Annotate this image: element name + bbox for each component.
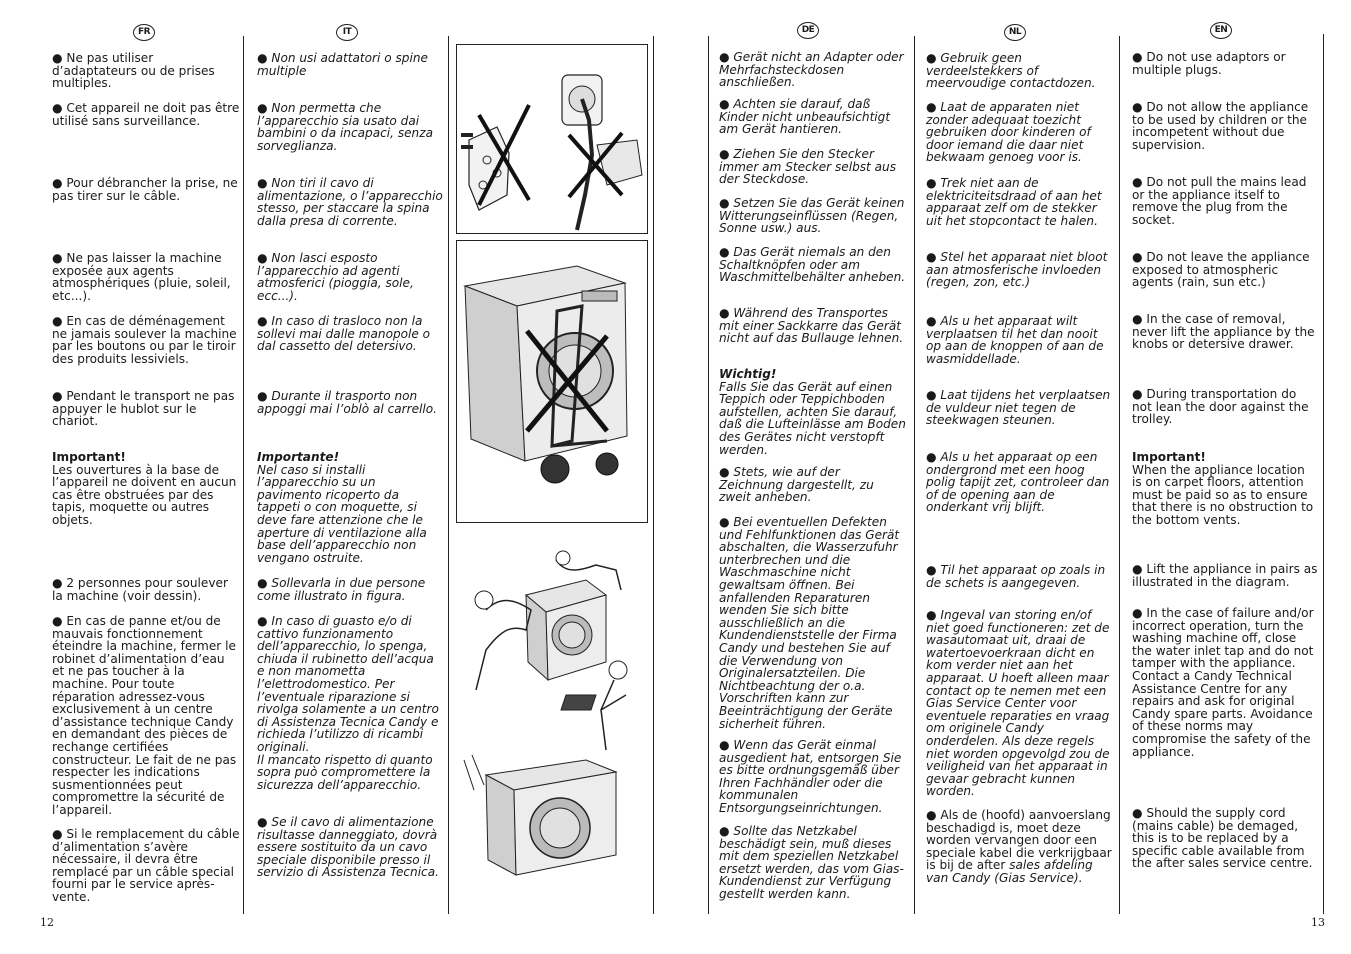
lang-badge-en: EN: [1210, 22, 1232, 39]
text-block: [257, 615, 443, 791]
lifting-illustration: [456, 550, 646, 880]
text-block: ● Laat de apparaten niet zonder adequaat toezicht gebruiken door kinderen of door iemand die daar niet bekwaam genoeg voor is.: [926, 100, 1091, 165]
important-text: Nel caso si installi l’apparecchio su un pavimento ricoperto da tappeti o con moquette, si deve fare attenzione che le aperture di ventilazione alla base dell’apparecchio non vengano ostruite.: [257, 462, 427, 565]
column-divider: [448, 36, 449, 914]
text-block: ● Sollte das Netzkabel beschädigt sein, muß dieses mit dem speziellen Netzkabel ersetzt werden, das vom Gias-Kundendienst zur Verfügung gestellt werden kann.: [719, 824, 904, 901]
important-text: Falls Sie das Gerät auf einen Teppich oder Teppichboden aufstellen, achten Sie darauf, daß die Lufteinlässe am Boden des Gerätes nicht verstopft werden.: [719, 379, 906, 457]
text-block: ● Gerät nicht an Adapter oder Mehrfachsteckdosen anschließen.: [719, 50, 904, 90]
text-block: [52, 451, 240, 527]
text-block: ● Pendant le transport ne pas appuyer le hublot sur le chariot.: [52, 389, 235, 429]
cable-text: ● Als de (hoofd) aanvoerslang beschadigd is, moet deze worden vervangen door een speciale kabel die verkrijgbaar is bij de after: [926, 808, 1112, 873]
text-block: ● Gebruik geen verdeelstekkers of meervoudige contactdozen.: [926, 51, 1096, 91]
important-heading: Importante!: [257, 450, 340, 464]
text-block: [257, 451, 443, 564]
page-number-left: 12: [40, 916, 54, 929]
text-block: [1132, 451, 1318, 527]
page-number-right: 13: [1311, 916, 1325, 929]
lang-badge-fr: FR: [133, 24, 155, 41]
text-block: ● Do not use adaptors or multiple plugs.: [1132, 50, 1286, 77]
safety-text: Il mancato rispetto di quanto sopra può compromettere la sicurezza dell’apparecchio.: [257, 752, 433, 792]
lang-badge-de: DE: [797, 22, 819, 39]
text-block: ● Das Gerät niemals an den Schaltknöpfen oder am Waschmittelbehälter anheben.: [719, 245, 906, 285]
text-block: ● Non permetta che l’apparecchio sia usato dai bambini o da incapaci, senza sorveglianza.: [257, 101, 433, 153]
figure-trolley-box: [456, 240, 648, 523]
text-block: ● 2 personnes pour soulever la machine (voir dessin).: [52, 576, 228, 603]
text-block: ● During transportation do not lean the door against the trolley.: [1132, 387, 1309, 427]
important-heading: Wichtig!: [719, 367, 777, 381]
text-block: ● Non lasci esposto l’apparecchio ad agenti atmosferici (pioggia, sole, ecc...).: [257, 251, 414, 303]
text-block: ● Setzen Sie das Gerät keinen Witterungseinflüssen (Regen, Sonne usw.) aus.: [719, 196, 905, 236]
text-block: ● Durante il trasporto non appoggi mai l’oblò al carrello.: [257, 389, 438, 416]
text-block: ● Achten sie darauf, daß Kinder nicht unbeaufsichtigt am Gerät hantieren.: [719, 97, 891, 137]
text-block: ● Si le remplacement du câble d’alimentation s’avère nécessaire, il devra être remplacé par un câble special fourni par le service après-vente.: [52, 827, 240, 904]
text-block: ● Während des Transportes mit einer Sackkarre das Gerät nicht auf das Bullauge lehnen.: [719, 306, 904, 346]
text-block: ● Non usi adattatori o spine multiple: [257, 51, 428, 78]
text-block: ● Bei eventuellen Defekten und Fehlfunktionen das Gerät abschalten, die Wasserzufuhr unterbrechen und die Waschmaschine nicht gewaltsam öffnen. Bei anfallenden Reparaturen wenden Sie sich bitte ausschließlich an die Kundendienststelle der Firma Candy und bestehen Sie auf die Verwendung von Originalersatzteilen. Die Nichtbeachtung der o.a. Vorschriften kann zur Beeinträchtigung der Geräte sicherheit führen.: [719, 515, 900, 731]
trolley-illustration: [457, 241, 647, 522]
repair-text: ● In caso di guasto e/o di cattivo funzionamento dell’apparecchio, lo spenga, chiuda il rubinetto dell’acqua e non manometta l’elettrodomestico. Per l’eventuale riparazione si rivolga solamente a un centro di Assistenza Tecnica Candy e richieda l’utilizzo di ricambi originali.: [257, 614, 439, 754]
lang-badge-nl: NL: [1004, 24, 1026, 41]
cable-text-italic: sales afdeling van Candy (Gias Service).: [926, 858, 1093, 885]
text-block: ● Trek niet aan de elektriciteitsdraad of aan het apparaat zelf om de stekker uit het stopcontact te halen.: [926, 176, 1102, 228]
text-block: ● Do not pull the mains lead or the appliance itself to remove the plug from the socket.: [1132, 175, 1307, 227]
text-block: ● Pour débrancher la prise, ne pas tirer sur le câble.: [52, 176, 238, 203]
important-text: Les ouvertures à la base de l’appareil ne doivent en aucun cas être obstruées par des tapis, moquette ou autres objets.: [52, 462, 237, 527]
text-block: [926, 809, 1114, 885]
text-block: ● Cet appareil ne doit pas être utilisé sans surveillance.: [52, 101, 240, 128]
text-block: ● Stets, wie auf der Zeichnung dargestellt, zu zweit anheben.: [719, 465, 874, 505]
text-block: ● In the case of removal, never lift the appliance by the knobs or detersive drawer.: [1132, 312, 1315, 352]
important-heading: Important!: [1132, 450, 1206, 464]
text-block: ● Ingeval van storing en/of niet goed functioneren: zet de wasautomaat uit, draai de watertoevoerkraan dicht en kom verder niet aan het apparaat. U hoeft alleen maar contact op te nemen met een Gias Service Center voor eventuele reparaties en vraag om originele Candy onderdelen. Als deze regels niet worden opgevolgd zou de veiligheid van het apparaat in gevaar gebracht kunnen worden.: [926, 608, 1110, 799]
column-divider: [243, 36, 244, 914]
text-block: ● En cas de panne et/ou de mauvais fonctionnement éteindre la machine, fermer le robinet d’alimentation d’eau et ne pas toucher à la machine. Pour toute réparation adressez-vous exclusivement à un centre d’assistance technique Candy en demandant des pièces de rechange certifiées constructeur. Le fait de ne pas respecter les indications susmentionnées peut compromettre la sécurité de l’appareil.: [52, 614, 237, 817]
text-block: ● Ne pas laisser la machine exposée aux agents atmosphériques (pluie, soleil, etc...).: [52, 251, 231, 303]
text-block: ● Do not leave the appliance exposed to atmospheric agents (rain, sun etc.): [1132, 250, 1310, 290]
text-block: ● Stel het apparaat niet bloot aan atmosferische invloeden (regen, zon, etc.): [926, 250, 1108, 290]
plug-illustration: [457, 45, 647, 233]
text-block: ● Lift the appliance in pairs as illustrated in the diagram.: [1132, 562, 1318, 589]
column-divider: [1323, 34, 1324, 914]
text-block: ● Sollevarla in due persone come illustrato in figura.: [257, 576, 426, 603]
text-block: ● Do not allow the appliance to be used by children or the incompetent without due supervision.: [1132, 100, 1309, 152]
important-heading: Important!: [52, 450, 126, 464]
text-block: ● Laat tijdens het verplaatsen de vuldeur niet tegen de steekwagen steunen.: [926, 388, 1111, 428]
figure-plug-box: [456, 44, 648, 234]
text-block: ● En cas de déménagement ne jamais soulever la machine par les boutons ou par le tiroir des produits lessiviels.: [52, 314, 237, 366]
text-block: [719, 368, 907, 456]
text-block: ● In the case of failure and/or incorrect operation, turn the washing machine off, close the water inlet tap and do not tamper with the appliance. Contact a Candy Technical Assistance Centre for any repairs and ask for original Candy spare parts. Avoidance of these norms may compromise the safety of the appliance.: [1132, 606, 1314, 759]
text-block: ● Als u het apparaat op een ondergrond met een hoog polig tapijt zet, controleer dan of de opening aan de onderkant vrij blijft.: [926, 450, 1110, 515]
text-block: ● Als u het apparaat wilt verplaatsen til het dan nooit op aan de knoppen of aan de wasmiddellade.: [926, 314, 1104, 366]
text-block: ● Ziehen Sie den Stecker immer am Stecker selbst aus der Steckdose.: [719, 147, 897, 187]
lang-badge-it: IT: [336, 24, 358, 41]
important-text: When the appliance location is on carpet floors, attention must be paid so as to ensure that there is no obstruction to the bottom vents.: [1132, 462, 1314, 527]
column-divider: [708, 36, 709, 914]
column-divider: [653, 36, 654, 914]
text-block: ● Til het apparaat op zoals in de schets is aangegeven.: [926, 563, 1106, 590]
text-block: ● Non tiri il cavo di alimentazione, o l’apparecchio stesso, per staccare la spina dalla presa di corrente.: [257, 176, 443, 228]
text-block: ● Wenn das Gerät einmal ausgedient hat, entsorgen Sie es bitte ordnungsgemäß über Ihren Fachhändler oder die kommunalen Entsorgungseinrichtungen.: [719, 738, 902, 815]
text-block: ● Ne pas utiliser d’adaptateurs ou de prises multiples.: [52, 51, 215, 91]
text-block: ● In caso di trasloco non la sollevi mai dalle manopole o dal cassetto del detersivo.: [257, 314, 431, 354]
column-divider: [1119, 36, 1120, 914]
column-divider: [914, 36, 915, 914]
text-block: ● Se il cavo di alimentazione risultasse danneggiato, dovrà essere sostituito da un cavo speciale disponibile presso il servizio di Assistenza Tecnica.: [257, 815, 439, 880]
text-block: ● Should the supply cord (mains cable) be demaged, this is to be replaced by a specific cable available from the after sales service centre.: [1132, 806, 1313, 871]
